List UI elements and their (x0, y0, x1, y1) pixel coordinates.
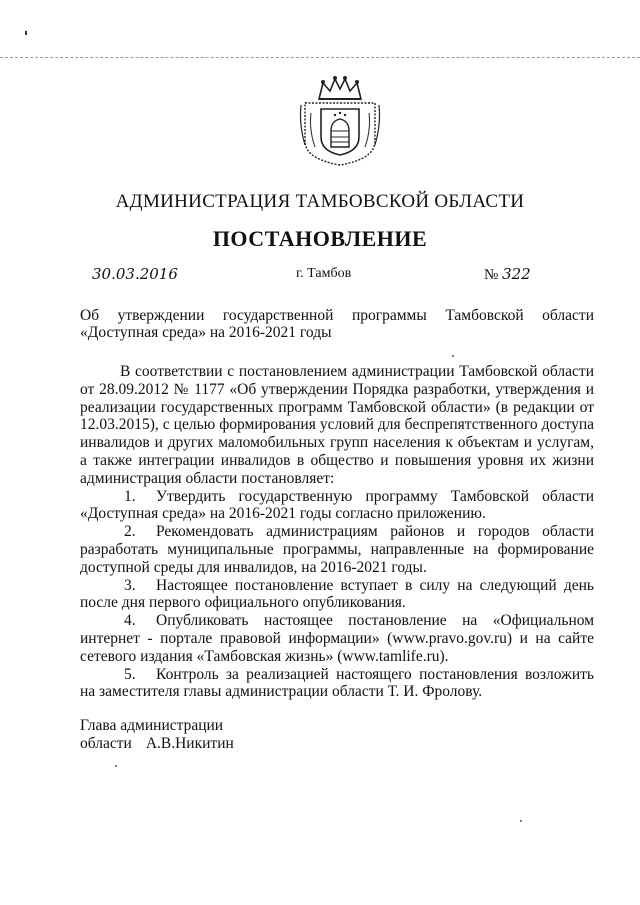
document-date: 30.03.2016 (92, 265, 178, 283)
list-item (80, 612, 594, 665)
coat-of-arms-icon (297, 75, 383, 167)
number-label: № (484, 267, 499, 283)
signatory-title-region: области (80, 735, 132, 752)
signatory-title-line2 (80, 735, 234, 753)
list-item (80, 577, 594, 613)
scan-speck (452, 355, 454, 357)
item-number: 3. (124, 576, 136, 594)
signatory-title-line1: Глава администрации (80, 717, 224, 734)
scan-speck (115, 765, 117, 767)
item-number: 4. (124, 612, 136, 630)
preamble: В соответствии с постановлением администрации Тамбовской области от 28.09.2012 № 1177 «Об утверждении Порядка разработки, утверждения и реализации государственных программ Тамбовской области» (в редакции от 12.03.2015), с целью формирования условий для беспрепятственного доступа инвалидов и других маломобильных групп населения к объектам и услугам, а также интеграции инвалидов в общество и повышения уровня их жизни администрация области постановляет: (80, 363, 594, 487)
signatory-name: А.В.Никитин (145, 735, 234, 752)
scan-mark (25, 31, 27, 35)
document-number (484, 265, 531, 284)
item-text: Опубликовать настоящее постановление на «Официальном интернет - портале правовой информации» (www.pravo.gov.ru) и на сайте сетевого издания «Тамбовская жизнь» (www.tamlife.ru). (80, 612, 594, 665)
list-item (80, 488, 594, 524)
list-item (80, 523, 594, 576)
number-value: 322 (502, 265, 531, 283)
scan-speck (520, 820, 522, 822)
document-subject: Об утверждении государственной программы Тамбовской области «Доступная среда» на 2016-2021 годы (80, 307, 594, 341)
item-number: 1. (124, 487, 136, 505)
organization-name: АДМИНИСТРАЦИЯ ТАМБОВСКОЙ ОБЛАСТИ (115, 191, 525, 212)
document-body (80, 363, 594, 701)
item-text: Контроль за реализацией настоящего постановления возложить на заместителя главы администрации области Т. И. Фролову. (80, 665, 594, 701)
document-type: ПОСТАНОВЛЕНИЕ (212, 226, 428, 251)
item-text: Утвердить государственную программу Тамбовской области «Доступная среда» на 2016-2021 годы согласно приложению. (80, 487, 594, 523)
item-text: Настоящее постановление вступает в силу на следующий день после дня первого официального опубликования. (80, 576, 594, 612)
item-text: Рекомендовать администрациям районов и городов области разработать муниципальные программы, направленные на формирование доступной среды для инвалидов, на 2016-2021 годы. (80, 523, 594, 576)
document-city: г. Тамбов (296, 266, 352, 281)
signature-block (80, 717, 234, 753)
scan-top-rule (0, 57, 640, 58)
item-number: 5. (124, 665, 136, 683)
item-number: 2. (124, 523, 136, 541)
list-item (80, 666, 594, 702)
